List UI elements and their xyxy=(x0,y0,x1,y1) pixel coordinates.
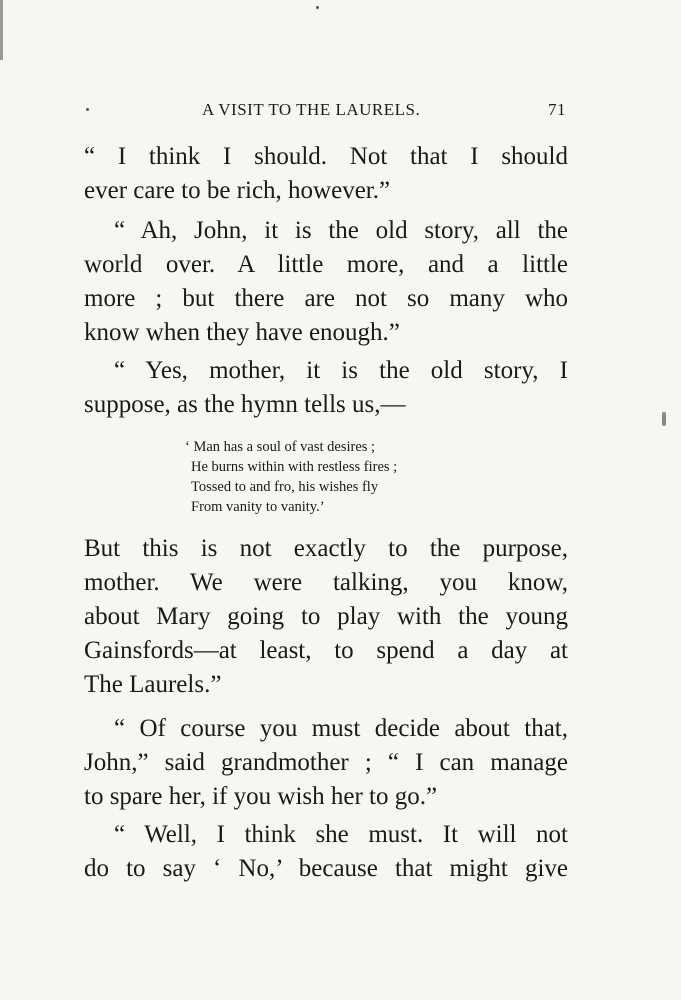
text-line: mother. We were talking, you know, xyxy=(84,569,568,596)
scan-speck xyxy=(86,108,89,111)
paragraph-4 xyxy=(84,532,568,702)
text-line: more ; but there are not so many who xyxy=(84,285,568,312)
paragraph-2 xyxy=(84,214,568,350)
paragraph-6 xyxy=(84,818,568,886)
text-line: do to say ‘ No,’ because that might give xyxy=(84,855,568,882)
text-line: “ Yes, mother, it is the old story, I xyxy=(114,357,568,384)
text-line: “ Well, I think she must. It will not xyxy=(114,821,568,848)
running-head-title: A VISIT TO THE LAURELS. xyxy=(202,100,421,119)
text-line: about Mary going to play with the young xyxy=(84,603,568,630)
text-line: know when they have enough.” xyxy=(84,319,400,346)
text-line: John,” said grandmother ; “ I can manage xyxy=(84,749,568,776)
scan-speck xyxy=(662,412,666,426)
running-head xyxy=(86,100,566,124)
text-line: suppose, as the hymn tells us,— xyxy=(84,391,406,418)
text-line: Gainsfords—at least, to spend a day at xyxy=(84,637,568,664)
scan-edge xyxy=(0,0,3,60)
text-line: to spare her, if you wish her to go.” xyxy=(84,783,438,810)
text-line: The Laurels.” xyxy=(84,671,222,698)
scan-speck xyxy=(316,6,319,9)
text-line: “ I think I should. Not that I should xyxy=(84,143,568,170)
text-line: ever care to be rich, however.” xyxy=(84,177,391,204)
text-line: “ Of course you must decide about that, xyxy=(114,715,568,742)
paragraph-5 xyxy=(84,712,568,814)
text-line: world over. A little more, and a little xyxy=(84,251,568,278)
verse-line: ‘ Man has a soul of vast desires ; xyxy=(185,439,376,455)
text-line: But this is not exactly to the purpose, xyxy=(84,535,568,562)
verse-line: Tossed to and fro, his wishes fly xyxy=(191,479,379,495)
verse-line: From vanity to vanity.’ xyxy=(191,499,325,515)
page-number: 71 xyxy=(548,100,566,119)
paragraph-3 xyxy=(84,354,568,422)
verse-line: He burns within with restless fires ; xyxy=(191,459,398,475)
text-line: “ Ah, John, it is the old story, all the xyxy=(114,217,568,244)
hymn-verse xyxy=(185,437,485,517)
paragraph-1 xyxy=(84,140,568,208)
